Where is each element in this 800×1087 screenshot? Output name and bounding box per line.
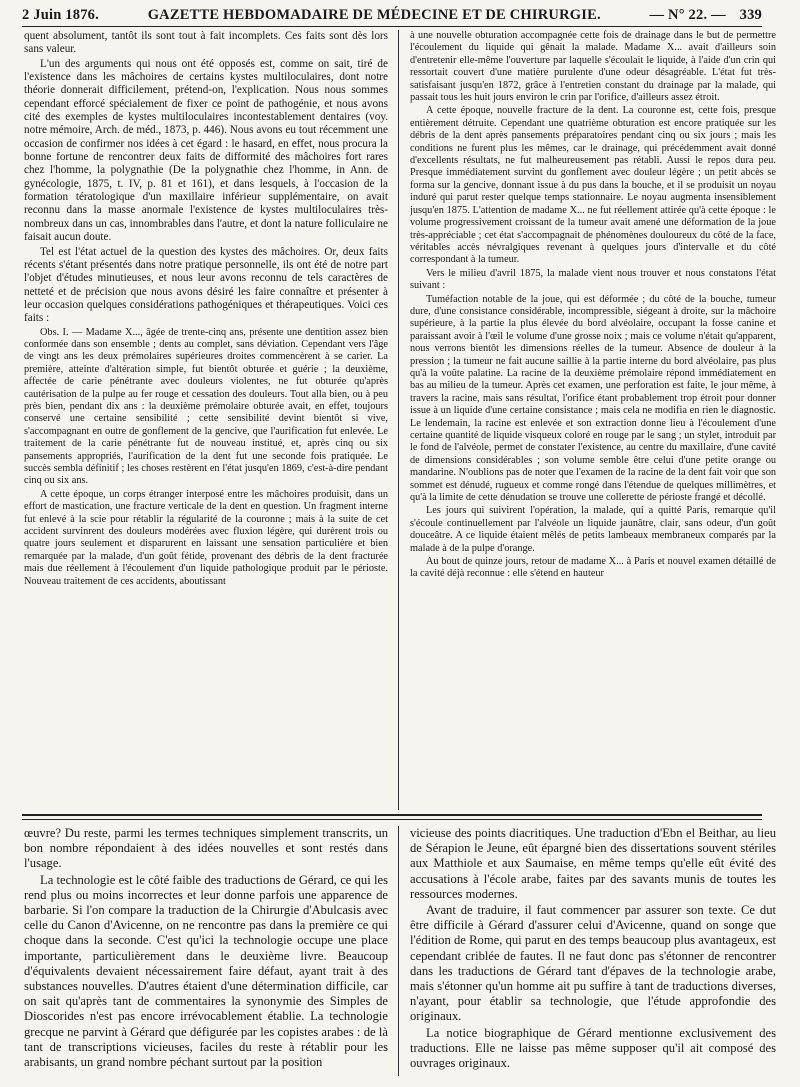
issue-number: — N° 22. — [649,6,726,23]
paragraph: œuvre? Du reste, parmi les termes techniques simplement transcrits, un bon nombre répondaient à des idées nouvelles et sont restés dans l'usage. [24,826,388,871]
paragraph: Tel est l'état actuel de la question des kystes des mâchoires. Or, deux faits récents s'étant présentés dans notre pratique personnelle, ils ont été de notre part l'objet d'études minutieuses, et nous leur avons reconnu de tels caractères de netteté et de précision que nous avons désiré les faire connaître et présenter à leur occasion quelques considérations pathogéniques et thérapeutiques. Voici ces faits : [24,245,388,325]
observation-paragraph: Au bout de quinze jours, retour de madame X... à Paris et nouvel examen détaillé de la cavité déjà reconnue : elle s'étend en hauteur [410,556,776,580]
paragraph: vicieuse des points diacritiques. Une traduction d'Ebn el Beithar, au lieu de Sérapion le Jeune, eût épargné bien des dissertations souvent stériles aux Matthiole et aux Saumaise, en même temps qu'elle eût évité des accusations à l'école arabe, faites par des savants munis de toutes les ressources modernes. [410,826,776,901]
paragraph: La notice biographique de Gérard mentionne exclusivement des traductions. Elle ne laisse pas même supposer qu'il ait composé des ouvrages originaux. [410,1025,776,1071]
observation-paragraph: Vers le milieu d'avril 1875, la malade vient nous trouver et nous constatons l'état suivant : [410,267,776,292]
paragraph: La technologie est le côté faible des traductions de Gérard, ce qui les rend plus ou moins incorrectes et leur donne parfois une apparence de barbarie. Si l'on compare la traduction de la Chirurgie d'Abulcasis avec celle du Canon d'Avicenne, on ne rencontre pas dans la première ce qui choque dans la seconde. C'est qu'ici la technologie occupe une place importante, particulièrement dans le deuxième livre. Beaucoup d'équivalents devaient nécessairement faire défaut, ayant trait à des substances nouvelles. D'autres étaient d'une détermination difficile, car on sait qu'après tant de commentaires la synonymie des Simples de Dioscorides n'est pas encore irrévocablement établie. La technologie grecque ne parvint à Gérard que défigurée par les copistes arabes : de là tant de transcriptions vicieuses, faciles du reste à rétablir pour les arabisants, un grand nombre péchant surtout par la position [24,872,388,1070]
observation-paragraph: A cette époque, un corps étranger interposé entre les mâchoires produisit, dans un effort de mastication, une fracture verticale de la dent en question. Un fragment interne fut enlevé à la scie pour rétablir la régularité de la couronne ; mais à la suite de cet accident survinrent des douleurs modérées avec fluxion légère, qui durèrent trois ou quatre jours seulement et disparurent en laissant une sensation particulière et bien remarquée par la malade, d'un goût fétide, provenant des débris de la dent fracturée mais due réellement à l'écoulement d'un liquide pathologique produit par le périoste. Nouveau traitement de ces accidents, aboutissant [24,488,388,587]
section-divider [22,819,762,820]
header-date: 2 Juin 1876. [22,6,99,23]
page-header [22,4,762,27]
column-3 [24,826,388,1076]
journal-title: GAZETTE HEBDOMADAIRE DE MÉDECINE ET DE CHIRURGIE. [147,6,601,23]
observation-paragraph: Obs. I. — Madame X..., âgée de trente-cinq ans, présente une dentition assez bien conformée dans son ensemble ; dents au complet, sans déviation. Cependant vers l'âge de vingt ans les deux prémolaires supérieures droites commencèrent à se carier. La première, atteinte d'altération simple, fut bientôt obturée et guérie ; la deuxième, affectée de carie pénétrante avec douleurs violentes, ne fut obturée qu'après cautérisation de la pulpe au fer rouge et cessation des douleurs. Tout alla bien, ou à peu près bien, pendant dix ans : la deuxième prémolaire obturée avait, en effet, toujours conservé une certaine sensibilité ; cette sensibilité devint bientôt si vive, s'accompagnant en outre de gonflement de la gencive, que l'aurification fut enlevée. Le traitement de la carie pénétrante fut de nouveau institué, et, après cinq ou six pansements appropriés, l'aurification de la dent fut une seconde fois pratiquée. Le succès sembla définitif ; les choses restèrent en l'état jusqu'en 1869, c'est-à-dire pendant cinq ou six ans. [24,326,388,487]
header-right [650,7,762,24]
observation-paragraph: A cette époque, nouvelle fracture de la dent. La couronne est, cette fois, presque entièrement détruite. Cependant une quatrième obturation est encore pratiquée sur les débris de la dent après pansements préparatoires pendant cinq ou six jours ; mais les conditions ne furent plus les mêmes, car le drainage, qui précédemment avait donné d'excellents résultats, ne fut malheureusement pas rétabli. Aussi le repos dura peu. Presque immédiatement survint du gonflement avec douleur légère ; un petit abcès se forma sur la gencive, donnant issue à du pus dans la bouche, et il se produisit un noyau induré qui parut rester quelque temps stationnaire. Le noyau augmenta insensiblement jusqu'en 1875. L'attention de madame X... ne fut réellement attirée qu'à cette époque : le volume progressivement croissant de la tumeur avait amené une déformation de la joue très-appréciable ; cet état s'accompagnait de phénomènes douloureux du côté de la face, véritables accès névralgiques revenant à quelques jours d'intervalle et du côté correspondant à la tumeur. [410,105,776,266]
observation-paragraph: Les jours qui suivirent l'opération, la malade, qui a quitté Paris, remarque qu'il s'écoule continuellement par l'alvéole un liquide jaunâtre, clair, sans odeur, d'un goût douceâtre. A ce liquide étaient mêlés de petits lambeaux membraneux comparés par la malade à de la pulpe d'orange. [410,505,776,554]
column-divider [398,826,399,1076]
section-divider [22,814,762,816]
paragraph: quent absolument, tantôt ils sont tout à fait incomplets. Ces faits sont dès lors sans valeur. [24,30,388,56]
page-number: 339 [739,6,762,23]
observation-paragraph: à une nouvelle obturation accompagnée cette fois de drainage dans le but de permettre l'écoulement du liquide qui gênait la malade. Madame X... avait d'ailleurs soin d'entretenir elle-même l'ouverture par laquelle s'écoulait le liquide, à l'aide d'un crin qui ressortait couvert d'une matière purulente d'une odeur désagréable. L'état fut très-satisfaisant jusqu'en 1872, grâce à l'entretien constant du drainage par la malade, qui passait tous les huit jours environ le crin par l'orifice, d'ailleurs assez étroit. [410,30,776,104]
observation-paragraph: Tuméfaction notable de la joue, qui est déformée ; du côté de la bouche, tumeur dure, d'une consistance considérable, incompressible, siégeant à droite, sur la mâchoire supérieure, à la partie la plus élevée du bord alvéolaire, occupant la fosse canine et paraissant avoir à l'œil le volume d'une grosse noix ; mais ce volume n'était qu'apparent, nous verrons bientôt les dimensions réelles de la tumeur. Absence de douleur à la pression ; la tumeur ne fait aucune saillie à la partie interne du bord alvéolaire, pas plus qu'à la voûte palatine. La racine de la deuxième prémolaire répond immédiatement en bas au milieu de la tumeur. Après cet examen, une perforation est faite, le jour même, à travers la racine, mais sans résultat, l'orifice étant probablement trop étroit pour donner issue à un liquide d'une certaine consistance ; mais cela ne modifia en rien le diagnostic. Le lendemain, la racine est enlevée et son extraction donne lieu à l'écoulement d'une certaine quantité de liquide visqueux coloré en rouge par le sang ; un stylet, introduit par le fond de l'alvéole, permet de constater l'existence, au centre du maxillaire, d'une cavité de dimensions considérables ; son volume semble être celui d'une petite orange ou mandarine. N'oublions pas de noter que l'examen de la racine de la dent fait voir que son sommet est dénudé, rugueux et comme rongé dans l'étendue de quelques millimètres, et qu'à la limite de cette dénudation se trouve une collerette de périoste frangé et décollé. [410,293,776,504]
column-divider [398,30,399,810]
column-4 [410,826,776,1076]
paragraph: Avant de traduire, il faut commencer par assurer son texte. Ce dut être difficile à Gérard d'assurer celui d'Avicenne, quand on songe que l'édition de Rome, qui parut en des temps beaucoup plus avantageux, est cependant criblée de fautes. Il ne faut donc pas s'étonner de rencontrer dans les traductions de Gérard tant d'épaves de la technologie arabe, mais s'étonner qu'un homme ait pu suffire à tant de traductions diverses, n'ayant, pour établir sa technologie, que l'étude approfondie des originaux. [410,903,776,1024]
paragraph: L'un des arguments qui nous ont été opposés est, comme on sait, tiré de l'existence dans les mâchoires de certains kystes multiloculaires, dont notre théorie donnerait difficilement, prétend-on, l'explication. Nous nous sommes cependant efforcé spécialement de fixer ce point de pathogénie, et nous avons cité des exemples de kystes multiloculaires incontestablement dentaires (voy. notre mémoire, Arch. de méd., 1873, p. 446). Nous avons eu tout récemment une occasion de confirmer nos idées à cet égard : le hasard, en effet, nous procura la bonne fortune de rencontrer deux faits de difformité des mâchoires fort rares chez l'homme, la polygnathie (De la polygnathie chez l'homme, in Ann. de gynécologie, 1875, t. IV, p. 81 et 161), et dans lesquels, à l'occasion de la formation tératologique d'un maxillaire inférieur supplémentaire, on avait reconnu dans la masse anormale l'existence de kystes multiloculaires très-nombreux dans un cas, innombrables dans l'autre, et dont la nature folliculaire ne faisait aucun doute. [24,57,388,244]
column-1 [24,30,388,810]
column-2 [410,30,776,810]
